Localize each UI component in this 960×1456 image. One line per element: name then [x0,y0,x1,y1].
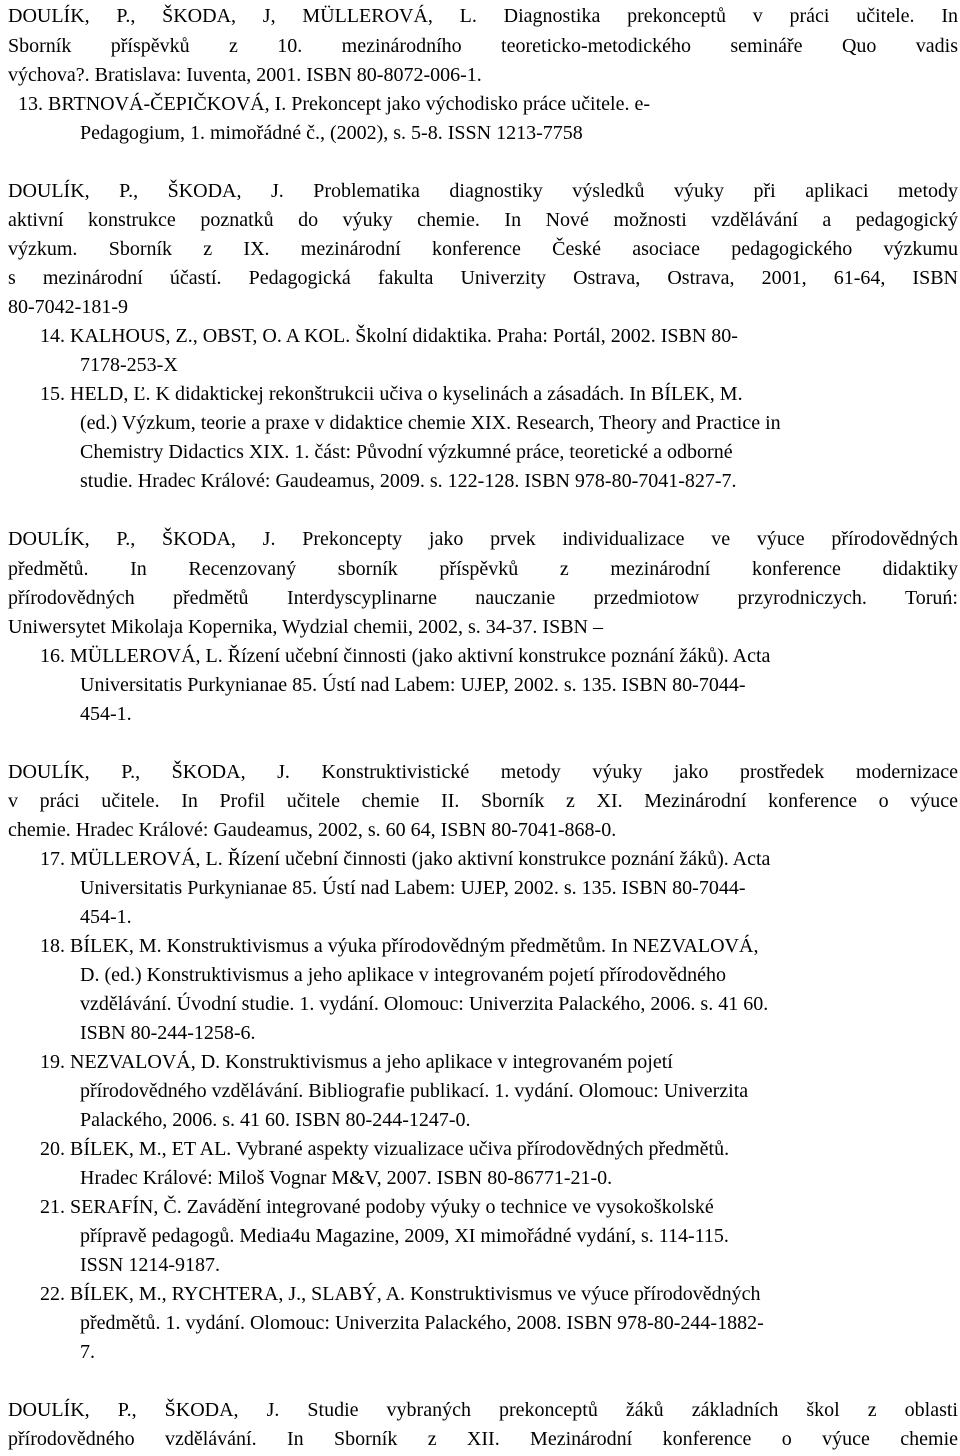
text-line: Hradec Králové: Miloš Vognar M&V, 2007. ISBN 80-86771-21-0. [80,1167,613,1189]
text-line: výchova?. Bratislava: Iuventa, 2001. ISBN 80-8072-006-1. [8,64,482,86]
text-line: 454-1. [80,703,132,725]
text-line: Universitatis Purkynianae 85. Ústí nad Labem: UJEP, 2002. s. 135. ISBN 80-7044- [80,877,746,899]
text-line: 454-1. [80,906,132,928]
text-line: 13. BRTNOVÁ-ČEPIČKOVÁ, I. Prekoncept jako východisko práce učitele. e- [18,93,650,115]
text-line: Sborník příspěvků z 10. mezinárodního teoreticko-metodického semináře Quo vadis [8,35,958,57]
text-line: DOULÍK, P., ŠKODA, J. Prekoncepty jako prvek individualizace ve výuce přírodovědných [8,528,958,550]
text-line: předmětů. 1. vydání. Olomouc: Univerzita Palackého, 2008. ISBN 978-80-244-1882- [80,1312,764,1334]
text-line: DOULÍK, P., ŠKODA, J. Konstruktivistické metody výuky jako prostředek modernizace [8,761,958,783]
text-line: přírodovědného vzdělávání. In Sborník z XII. Mezinárodní konference o výuce chemie [8,1428,958,1450]
text-line: 22. BÍLEK, M., RYCHTERA, J., SLABÝ, A. Konstruktivismus ve výuce přírodovědných [40,1283,761,1305]
text-line: přípravě pedagogů. Media4u Magazine, 2009, XI mimořádné vydání, s. 114-115. [80,1225,729,1247]
text-line: DOULÍK, P., ŠKODA, J, MÜLLEROVÁ, L. Diagnostika prekonceptů v práci učitele. In [8,5,958,27]
text-line: 7178-253-X [80,354,178,376]
text-line: (ed.) Výzkum, teorie a praxe v didaktice chemie XIX. Research, Theory and Practice in [80,412,781,434]
text-line: studie. Hradec Králové: Gaudeamus, 2009. s. 122-128. ISBN 978-80-7041-827-7. [80,470,737,492]
text-line: výzkum. Sborník z IX. mezinárodní konference České asociace pedagogického výzkumu [8,238,958,260]
text-line: 17. MÜLLEROVÁ, L. Řízení učební činnosti (jako aktivní konstrukce poznání žáků). Acta [40,848,771,870]
text-line: ISSN 1214-9187. [80,1254,221,1276]
text-line: vzdělávání. Úvodní studie. 1. vydání. Olomouc: Univerzita Palackého, 2006. s. 41 60. [80,993,769,1015]
text-line: Chemistry Didactics XIX. 1. část: Původní výzkumné práce, teoretické a odborné [80,441,733,463]
text-line: 21. SERAFÍN, Č. Zavádění integrované podoby výuky o technice ve vysokoškolské [40,1196,714,1218]
text-line: 19. NEZVALOVÁ, D. Konstruktivismus a jeho aplikace v integrovaném pojetí [40,1051,673,1073]
text-line: 7. [80,1341,95,1363]
text-line: 20. BÍLEK, M., ET AL. Vybrané aspekty vizualizace učiva přírodovědných předmětů. [40,1138,730,1160]
text-line: předmětů. In Recenzovaný sborník příspěvků z mezinárodní konference didaktiky [8,558,958,580]
text-line: s mezinárodní účastí. Pedagogická fakulta Univerzity Ostrava, Ostrava, 2001, 61-64, ISBN [8,267,958,289]
text-line: 15. HELD, Ľ. K didaktickej rekonštrukcii učiva o kyselinách a zásadách. In BÍLEK, M. [40,383,743,405]
text-line: 14. KALHOUS, Z., OBST, O. A KOL. Školní didaktika. Praha: Portál, 2002. ISBN 80- [40,325,738,347]
text-line: 80-7042-181-9 [8,296,128,318]
text-line: 18. BÍLEK, M. Konstruktivismus a výuka přírodovědným předmětům. In NEZVALOVÁ, [40,935,759,957]
text-line: DOULÍK, P., ŠKODA, J. Problematika diagnostiky výsledků výuky při aplikaci metody [8,180,958,202]
text-line: Uniwersytet Mikolaja Kopernika, Wydzial chemii, 2002, s. 34-37. ISBN – [8,616,603,638]
text-line: Pedagogium, 1. mimořádné č., (2002), s. 5-8. ISSN 1213-7758 [80,122,583,144]
text-line: Universitatis Purkynianae 85. Ústí nad Labem: UJEP, 2002. s. 135. ISBN 80-7044- [80,674,746,696]
text-line: Palackého, 2006. s. 41 60. ISBN 80-244-1247-0. [80,1109,471,1131]
text-line: přírodovědných předmětů Interdyscyplinarne nauczanie przedmiotow przyrodniczych. Toruń: [8,587,958,609]
text-line: aktivní konstrukce poznatků do výuky chemie. In Nové možnosti vzdělávání a pedagogický [8,209,958,231]
text-line: v práci učitele. In Profil učitele chemie II. Sborník z XI. Mezinárodní konference o výuce [8,790,958,812]
text-line: 16. MÜLLEROVÁ, L. Řízení učební činnosti (jako aktivní konstrukce poznání žáků). Acta [40,645,771,667]
text-line: D. (ed.) Konstruktivismus a jeho aplikace v integrovaném pojetí přírodovědného [80,964,726,986]
text-line: přírodovědného vzdělávání. Bibliografie publikací. 1. vydání. Olomouc: Univerzita [80,1080,749,1102]
text-line: ISBN 80-244-1258-6. [80,1022,256,1044]
text-line: DOULÍK, P., ŠKODA, J. Studie vybraných prekonceptů žáků základních škol z oblasti [8,1399,958,1421]
text-line: chemie. Hradec Králové: Gaudeamus, 2002, s. 60 64, ISBN 80-7041-868-0. [8,819,617,841]
